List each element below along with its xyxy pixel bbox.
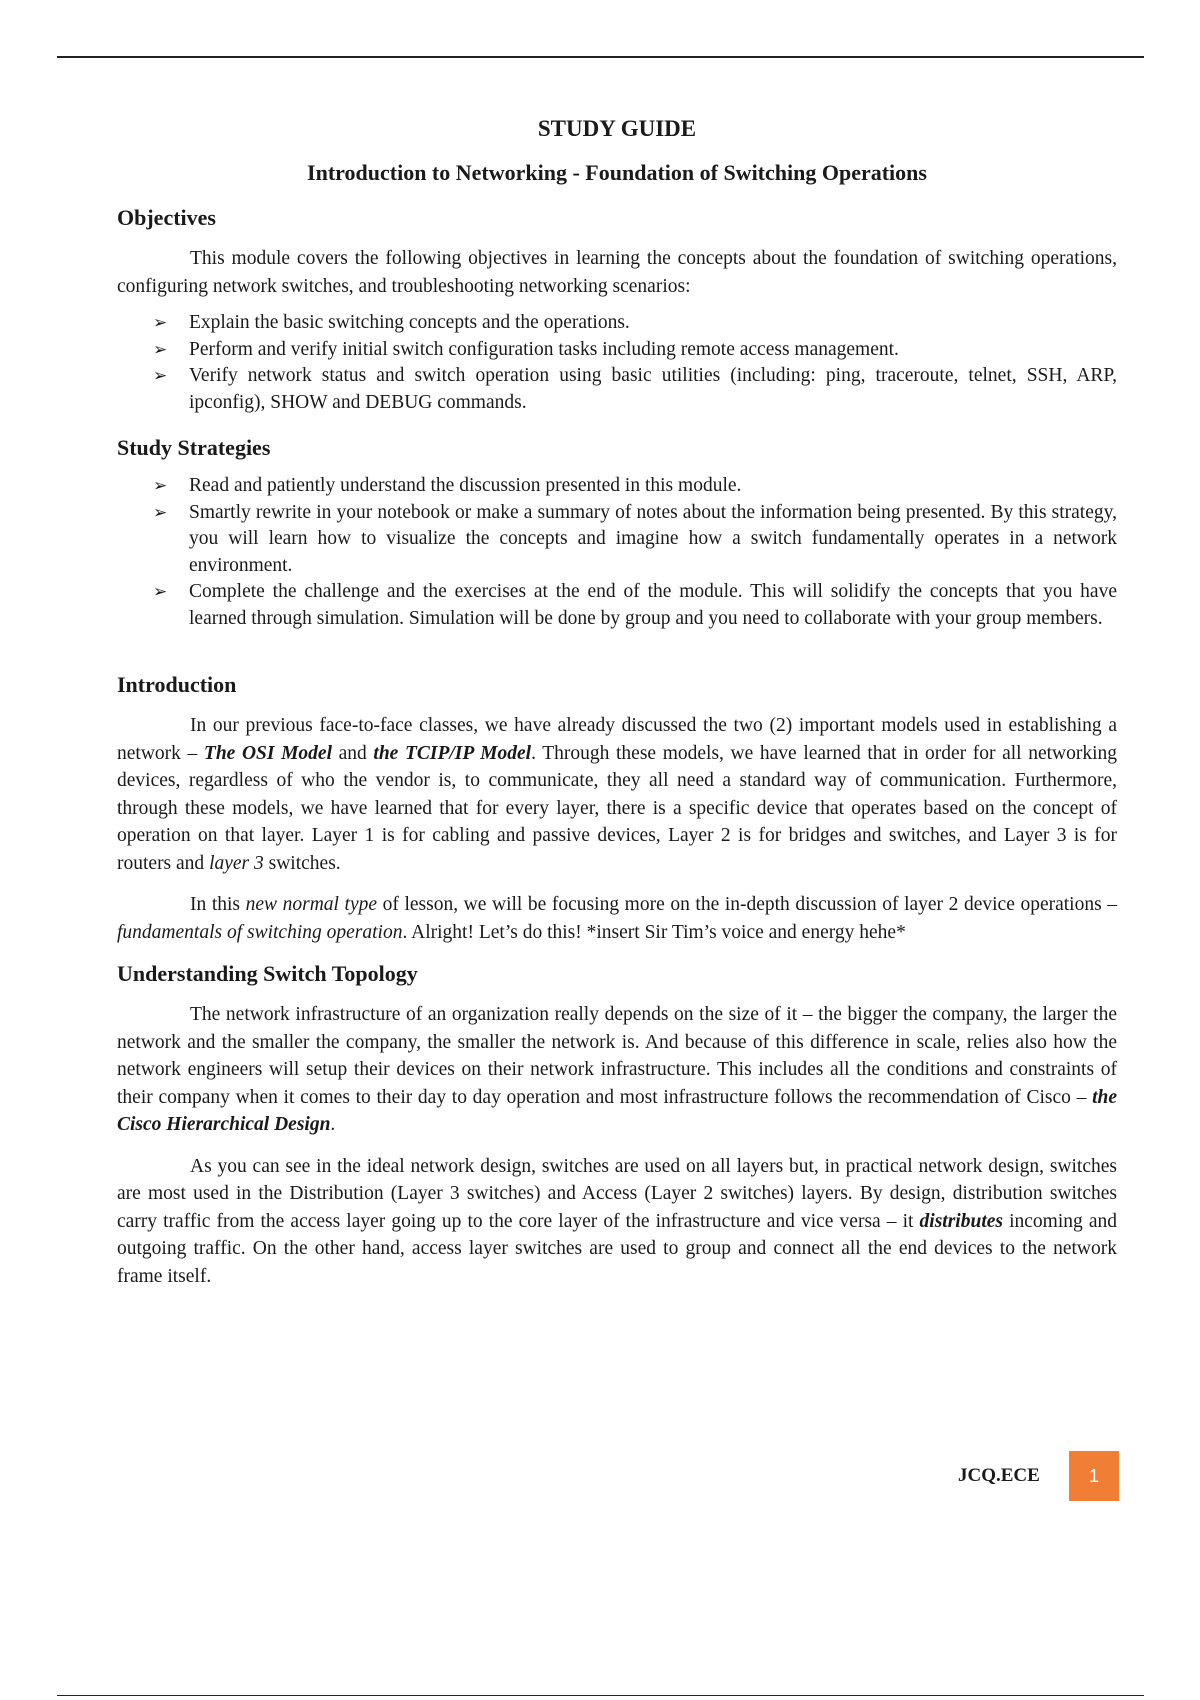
arrow-bullet-icon: ➢ xyxy=(153,366,168,386)
list-item: ➢ Verify network status and switch operation using basic utilities (including: ping, traceroute, telnet, SSH, ARP, ipconfig), SHOW and DEBUG commands. xyxy=(153,365,1117,413)
arrow-bullet-icon: ➢ xyxy=(153,313,168,333)
arrow-bullet-icon: ➢ xyxy=(153,339,168,360)
strategies-list xyxy=(117,473,1117,632)
topology-paragraph-2: As you can see in the ideal network design, switches are used on all layers but, in practical network design, switches are most used in the Distribution (Layer 3 switches) and Access (Layer 2 switches) layers. By design, distribution switches carry traffic from the access layer going up to the core layer of the infrastructure and vice versa – it distributes incoming and outgoing traffic. On the other hand, access layer switches are used to group and connect all the end devices to the network frame itself. xyxy=(117,1155,1117,1287)
topology-paragraph-1: The network infrastructure of an organization really depends on the size of it – the bigger the company, the larger the network and the smaller the company, the smaller the network is. And because of this difference in scale, relies also how the network engineers will setup their devices on their network infrastructure. This includes all the conditions and constraints of their company when it comes to their day to day operation and most infrastructure follows the recommendation of Cisco – the Cisco Hierarchical Design. xyxy=(117,1004,1117,1135)
list-item: ➢ Perform and verify initial switch configuration tasks including remote access management. xyxy=(117,337,1117,364)
strategies-heading: Study Strategies xyxy=(117,435,271,460)
list-item: ➢ Read and patiently understand the discussion presented in this module. xyxy=(117,473,1117,500)
objectives-heading: Objectives xyxy=(117,205,216,230)
objectives-list xyxy=(117,310,1117,416)
page-number-badge: 1 xyxy=(1069,1451,1119,1501)
footer-rule xyxy=(57,1695,1144,1696)
list-item: ➢ Smartly rewrite in your notebook or make a summary of notes about the information being presented. By this strategy, you will learn how to visualize the concepts and imagine how a switch fundamentally operates in a network environment. xyxy=(153,501,1117,576)
header-rule xyxy=(57,56,1144,58)
objectives-intro: This module covers the following objectives in learning the concepts about the foundation of switching operations, configuring network switches, and troubleshooting networking scenarios: xyxy=(117,248,1117,297)
footer-label: JCQ.ECE xyxy=(958,1465,1040,1486)
introduction-paragraph-2: In this new normal type of lesson, we will be focusing more on the in-depth discussion of layer 2 device operations – fundamentals of switching operation. Alright! Let’s do this! *insert Sir Tim’s voice and energy hehe* xyxy=(117,894,1118,943)
tcpip-model-term: the TCIP/IP Model xyxy=(373,742,532,764)
arrow-bullet-icon: ➢ xyxy=(153,502,168,523)
introduction-paragraph-1: In our previous face-to-face classes, we have already discussed the two (2) important models used in establishing a network – The OSI Model and the TCIP/IP Model. Through these models, we have learned that in order for all networking devices, regardless of who the vendor is, to communicate, they all need a standard way of communication. Furthermore, through these models, we have learned that for every layer, there is a specific device that operates based on the concept of operation on that layer. Layer 1 is for cabling and passive devices, Layer 2 is for bridges and switches, and Layer 3 is for routers and layer 3 switches. xyxy=(117,715,1118,874)
document-title: STUDY GUIDE xyxy=(537,116,697,141)
introduction-heading: Introduction xyxy=(117,672,237,697)
arrow-bullet-icon: ➢ xyxy=(153,582,168,602)
arrow-bullet-icon: ➢ xyxy=(153,476,168,496)
document-subtitle: Introduction to Networking - Foundation of Switching Operations xyxy=(307,160,927,185)
list-item: ➢ Complete the challenge and the exercises at the end of the module. This will solidify the concepts that you have learned through simulation. Simulation will be done by group and you need to collaborate with your group members. xyxy=(153,581,1117,629)
cisco-design-term: the Cisco Hierarchical Design xyxy=(117,1086,1117,1135)
osi-model-term: The OSI Model xyxy=(203,742,332,764)
topology-heading: Understanding Switch Topology xyxy=(117,961,418,986)
document-page xyxy=(117,112,1117,1290)
list-item: ➢ Explain the basic switching concepts and the operations. xyxy=(117,310,1117,337)
